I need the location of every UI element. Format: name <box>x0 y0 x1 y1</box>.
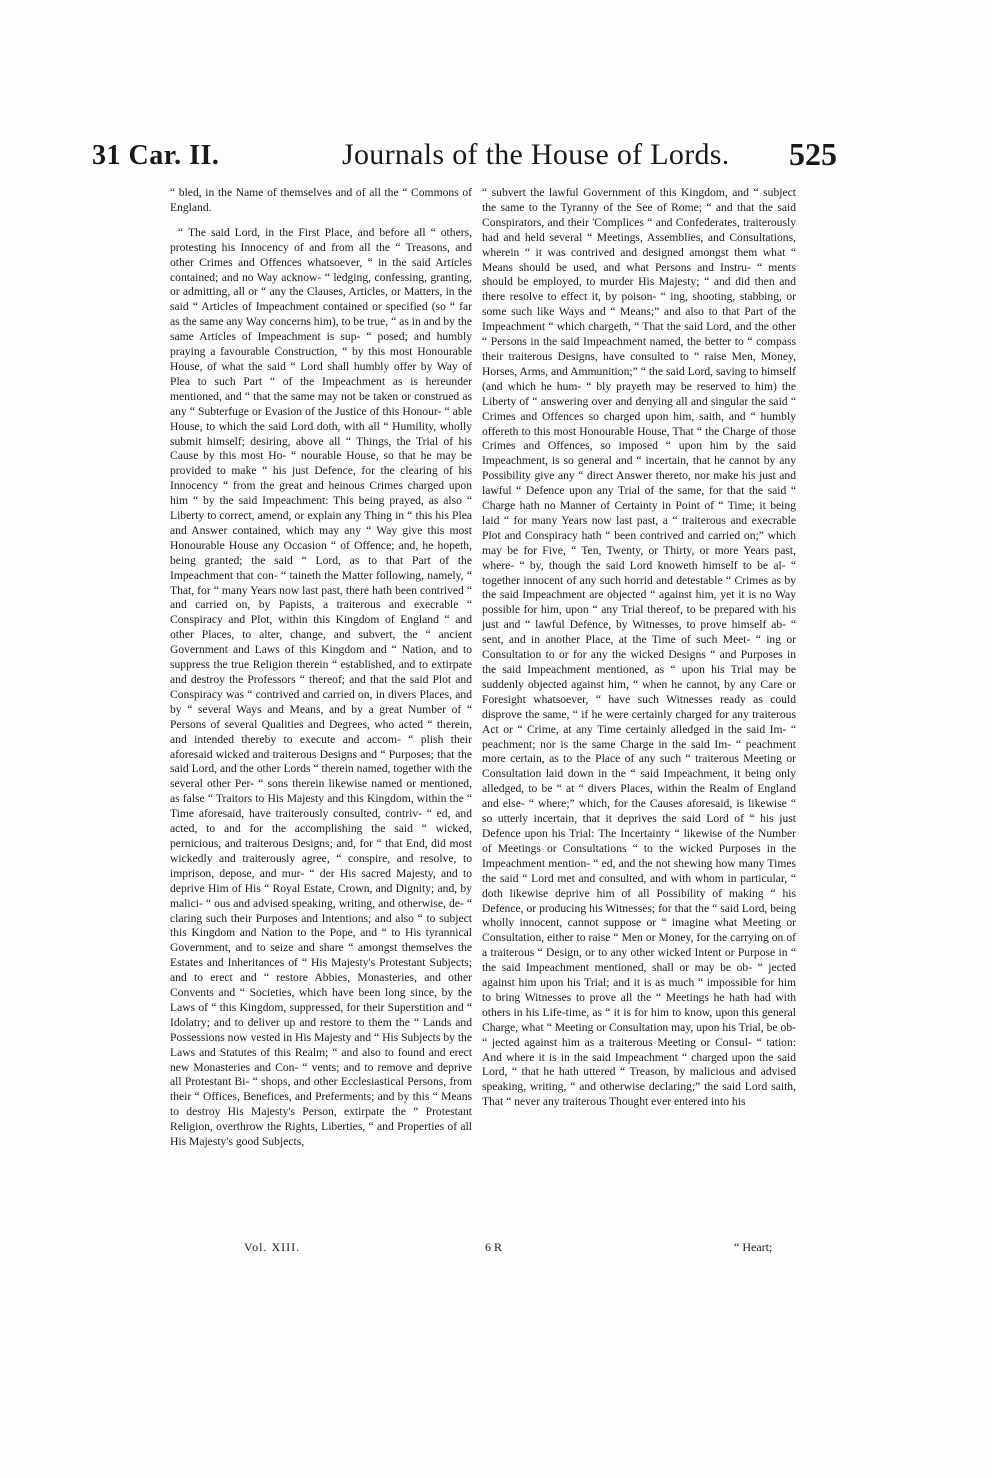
regnal-year: 31 Car. II. <box>92 140 220 171</box>
plea-paragraph: “ The said Lord, in the First Place, and before all “ others, protesting his Innocency of and from all the “ Treasons, and other Crimes and Offences whatsoever, “ in the said Articles contained; and no Way acknow- “ ledging, confessing, granting, or admitting, all or “ any the Clauses, Articles, or Matters, in the said “ Articles of Impeachment contained or specified (so “ far as the same any Way concerns him), to be true, “ as in and by the same Articles of Impeachment is sup- “ posed; and humbly praying a favourable Construction, “ by this most Honourable House, of what the said “ Lord shall humbly offer by Way of Plea to such Part “ of the Impeachment as is hereunder mentioned, and “ that the same may not be taken or construed as any “ Subterfuge or Evasion of the Justice of this Honour- “ able House, to which the said Lord doth, with all “ Humility, wholly submit himself; desiring, above all “ Things, the Trial of his Cause by this most Ho- “ nourable House, so that he may be provided to make “ his just Defence, for the clearing of his Innocency “ from the great and heinous Crimes charged upon him “ by the said Impeachment: This being prayed, as also “ Liberty to correct, amend, or explain any Thing in “ this his Plea and Answer contained, which may any “ Way give this most Honourable House any Occasion “ of Offence; and, he hopeth, being granted; the said “ Lord, as to that Part of the Impeachment that con- “ taineth the Matter following, namely, “ That, for “ many Years now last past, there hath been contrived “ and carried on, by Papists, a traiterous and execrable “ Conspiracy and Plot, within this Kingdom of England “ and other Places, to alter, change, and subvert, the “ ancient Government and Laws of this Kingdom and “ Nation, and to suppress the true Religion therein “ established, and to extirpate and destroy the Professors “ thereof; and that the said Plot and Conspiracy was “ contrived and carried on, in divers Places, and by “ several Ways and Means, and by a great Number of “ Persons of several Qualities and Degrees, who acted “ therein, and intended thereby to execute and accom- “ plish their aforesaid wicked and traiterous Designs and “ Purposes; that the said Lord, and the other Lords “ therein named, together with the several other Per- “ sons therein likewise named or mentioned, as false “ Traitors to His Majesty and this Kingdom, within the “ Time aforesaid, have traiterously consulted, contriv- “ ed, and acted, to and for the accomplishing the said “ wicked, pernicious, and traiterous Designs; and, for “ that End, did most wickedly and traiterously agree, “ conspire, and resolve, to imprison, depose, and mur- “ der His sacred Majesty, and to deprive Him of His “ Royal Estate, Crown, and Dignity; and, by malici- “ ous and advised speaking, writing, and otherwise, de- “ claring such their Purposes and Intentions; and also “ to subject this Kingdom and Nation to the Pope, and “ to His tyrannical Government, and to seize and share “ amongst themselves the Estates and Inheritances of “ His Majesty's Protestant Subjects; and to erect and “ restore Abbies, Monasteries, and other Convents and “ Societies, which have been long since, by the Laws of “ this Kingdom, suppressed, for their Superstition and “ Idolatry; and to deliver up and restore to them the “ Lands and Possessions now vested in His Majesty and “ His Subjects by the Laws and Statutes of this Realm; “ and also to found and erect new Monasteries and Con- “ vents; and to remove and deprive all Protestant Bi- “ shops, and other Ecclesiastical Persons, from their “ Offices, Benefices, and Preferments; and by this “ Means to destroy His Majesty's Person, extirpate the “ Protestant Religion, overthrow the Rights, Liberties, “ and Properties of all His Majesty's good Subjects, <box>170 225 472 1149</box>
page-number: 525 <box>789 136 837 172</box>
running-header <box>92 136 842 180</box>
signature-mark: 6 R <box>485 1240 503 1254</box>
opening-paragraph: “ bled, in the Name of themselves and of all the “ Commons of England. <box>170 186 472 214</box>
left-column <box>170 186 472 1150</box>
catchword: “ Heart; <box>734 1240 773 1254</box>
plea-continuation: “ subvert the lawful Government of this Kingdom, and “ subject the same to the Tyranny of the See of Rome; “ and that the said Conspirators, and their 'Complices “ and Confederates, traiterously had and held several “ Meetings, Assemblies, and Consultations, wherein “ it was contrived and designed amongst them what “ Means should be used, and what Persons and Instru- “ ments should be employed, to murder His Majesty; “ and did then and there resolve to effect it, by poison- “ ing, shooting, stabbing, or some such like Ways and “ Means;” and also to that Part of the Impeachment “ which chargeth, “ That the said Lord, and the other “ Persons in the said Impeachment named, the better to “ compass their traiterous Designs, have consulted to “ raise Men, Money, Horses, Arms, and Ammunition;” “ the said Lord, saving to himself (and which he hum- “ bly prayeth may be reserved to him) the Liberty of “ answering over and denying all and singular the said “ Crimes and Offences so charged upon him, saith, and “ humbly offereth to this most Honourable House, That “ the Charge of those Crimes and Offences, so imposed “ upon him by the said Impeachment, is so general and “ incertain, that he cannot by any Possibility give any “ direct Answer thereto, nor make his just and lawful “ Defence upon any Trial of the same, for that the said “ Charge hath no Manner of Certainty in Point of “ Time; it being laid “ for many Years now last past, a “ traiterous and execrable Plot and Conspiracy hath “ been contrived and carried on;” which may be for Five, “ Ten, Twenty, or Thirty, or more Years past, where- “ by, though the said Lord knoweth himself to be al- “ together innocent of any such horrid and detestable “ Crimes as by the said Impeachment are objected “ against him, yet it is no Way possible for him, upon “ any Trial thereof, to be prepared with his just and “ lawful Defence, by Witnesses, to prove himself ab- “ sent, and in another Place, at the Time of such Meet- “ ing or Consultation to or for any the wicked Designs “ and Purposes in the said Impeachment mentioned, as “ upon his Trial may be suddenly objected against him, “ when he cannot, by any Care or Foresight whatsoever, “ have such Witnesses ready as could disprove the same, “ if he were certainly charged for any traiterous Act or “ Crime, at any Time certainly alledged in the said Im- “ peachment; nor is the same Charge in the said Im- “ peachment more certain, as to the Place of any such “ traiterous Meeting or Consultation laid down in the “ said Impeachment, it being only alledged, to be “ at “ divers Places, within the Realm of England and else- “ where;” which, for the Causes aforesaid, is likewise “ so utterly incertain, that it deprives the said Lord of “ his just Defence upon his Trial: The Incertainty “ likewise of the Number of Meetings or Consultations “ to the wicked Purposes in the Impeachment mention- “ ed, and the not shewing how many Times the said “ Lord met and consulted, and with whom in particular, “ doth likewise deprive him of all Possibility of making “ his Defence, or producing his Witnesses; for that the “ said Lord, being wholly innocent, cannot suppose or “ imagine what Meeting or Consultation, either to raise “ Men or Money, for the carrying on of a traiterous “ Design, or to any other wicked Intent or Purpose in “ the said Impeachment mentioned, shall or may be ob- “ jected against him upon his Trial; and it is as much “ impossible for him to bring Witnesses to prove all the “ Meetings he hath had with others in his Life-time, as “ it is for him to know, upon this general Charge, what “ Meeting or Consultation may, upon his Trial, be ob- “ jected against him as a traiterous Meeting or Consul- “ tation: And where it is in the said Impeachment “ charged upon the said Lord, “ that he hath uttered “ Treason, by malicious and advised speaking, writing, “ and otherwise declaring;” the said Lord saith, That “ never any traiterous Thought ever entered into his <box>482 186 796 1109</box>
volume-label: Vol. XIII. <box>244 1240 301 1254</box>
journal-title: Journals of the House of Lords. <box>342 138 730 171</box>
right-column <box>482 186 796 1110</box>
